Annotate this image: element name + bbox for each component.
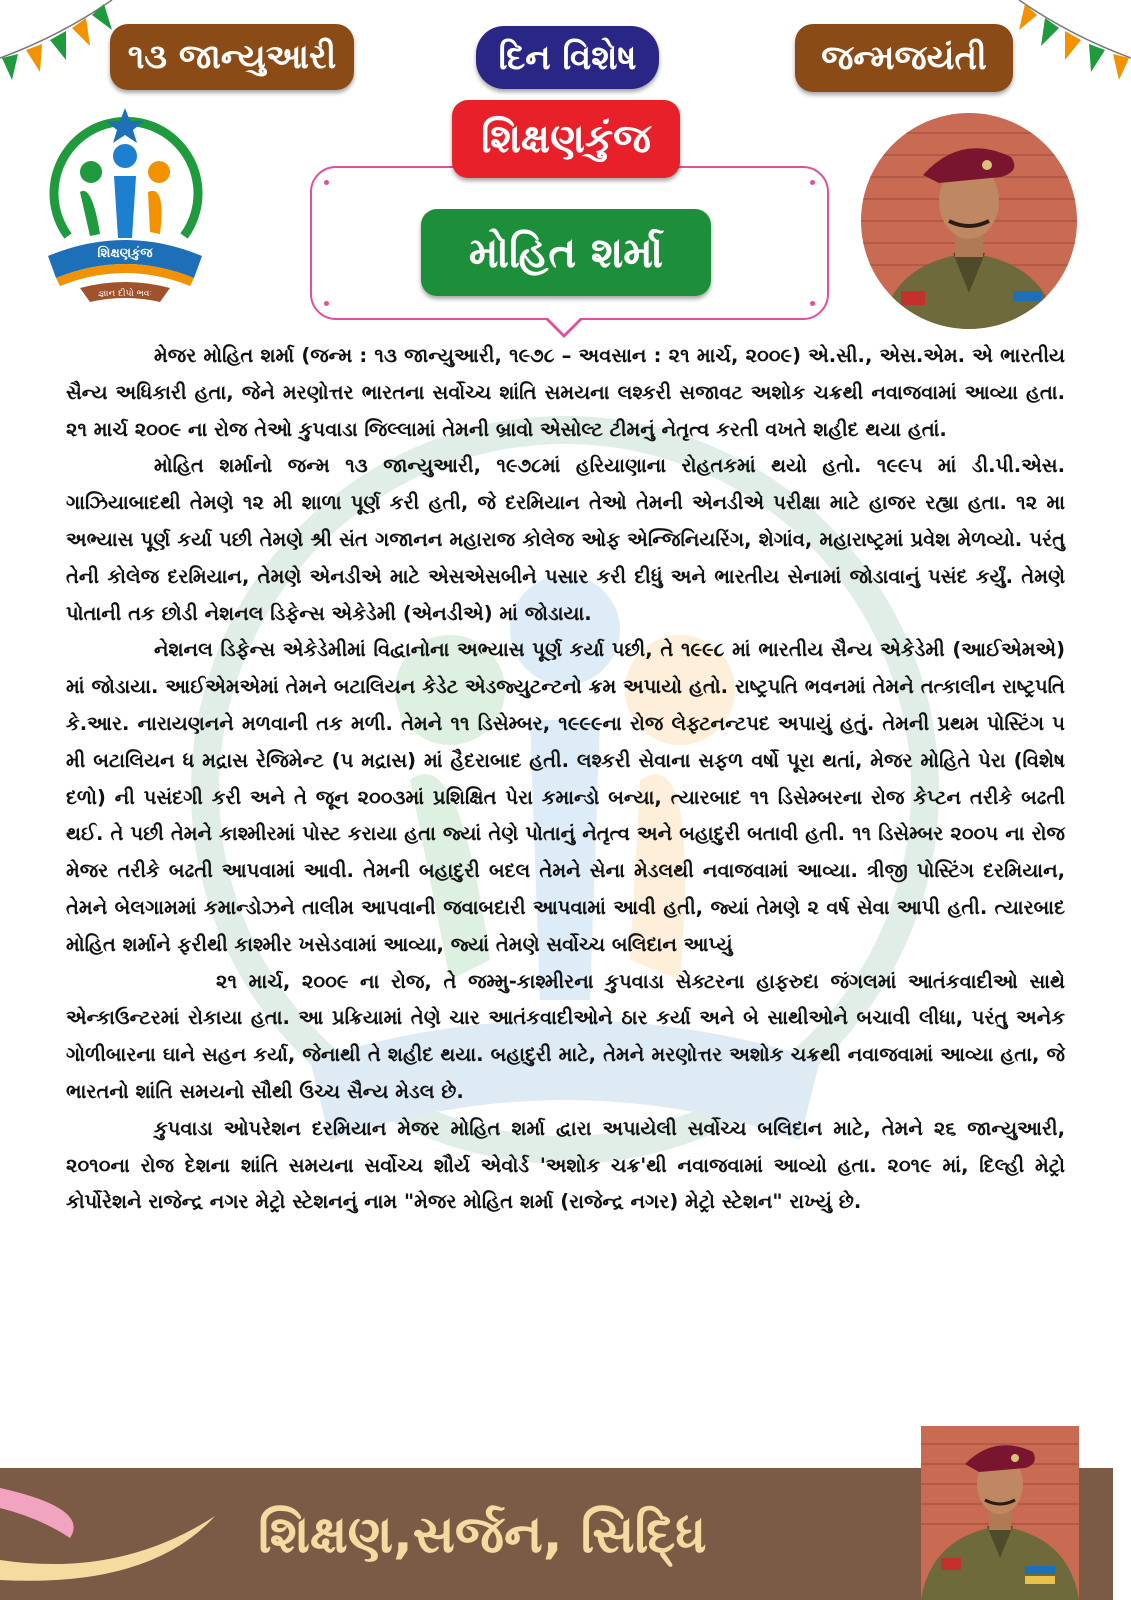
brand-title: શિક્ષણકુંજ <box>452 100 680 178</box>
date-badge: ૧૩ જાન્યુઆરી <box>110 24 354 90</box>
logo-tagline: જ્ઞાન દીપો ભવઃ <box>98 289 152 299</box>
article-paragraph: મેજર મોહિત શર્મા (જન્મ : ૧૩ જાન્યુઆરી, ૧૯૭૮ – અવસાન : ૨૧ માર્ચ, ૨૦૦૯) એ.સી., એસ.એમ. એ ભારતીય સૈન્ય અધિકારી હતા, જેને મરણોત્તર ભારતના સર્વોચ્ચ શાંતિ સમયના લશ્કરી સજાવટ અશોક ચક્રથી નવાજવામાં આવ્યા હતા. ૨૧ માર્ચ ૨૦૦૯ ના રોજ તેઓ કુપવાડા જિલ્લામાં તેમની બ્રાવો એસોલ્ટ ટીમનું નેતૃત્વ કરતી વખતે શહીદ થયા હતાં. <box>66 344 1065 441</box>
shikshankunj-logo <box>44 106 206 306</box>
footer-motto: શિક્ષણ,સર્જન, સિદ્ધિ <box>258 1504 707 1565</box>
footer-swoosh-decoration <box>0 1468 240 1600</box>
bunting-right-decoration <box>1001 0 1131 110</box>
article-paragraph: કુપવાડા ઓપરેશન દરમિયાન મેજર મોહિત શર્મા દ્વારા અપાયેલી સર્વોચ્ચ બલિદાન માટે, તેમને ૨૬ જાન્યુઆરી, ૨૦૧૦ના રોજ દેશના શાંતિ સમયના સર્વોચ્ચ શૌર્ય એવોર્ડ 'અશોક ચક્ર'થી નવાજવામાં આવ્યો હતા. ૨૦૧૯ માં, દિલ્હી મેટ્રો કોર્પોરેશને રાજેન્દ્ર નગર મેટ્રો સ્ટેશનનું નામ "મેજર મોહિત શર્મા (રાજેન્દ્ર નગર) મેટ્રો સ્ટેશન" રાખ્યું છે. <box>66 1116 1065 1214</box>
article-paragraph: નેશનલ ડિફેન્સ એકેડેમીમાં વિદ્વાનોના અભ્યાસ પૂર્ણ કર્યા પછી, તે ૧૯૯૮ માં ભારતીય સૈન્ય એકેડેમી (આઈએમએ) માં જોડાયા. આઈએમએમાં તેમને બટાલિયન કેડેટ એડજ્યુટન્ટનો ક્રમ અપાયો હતો. રાષ્ટ્રપતિ ભવનમાં તેમને તત્કાલીન રાષ્ટ્રપતિ કે.આર. નારાયણનને મળવાની તક મળી. તેમને ૧૧ ડિસેમ્બર, ૧૯૯૯ના રોજ લેફ્ટનન્ટપદ અપાયું હતું. તેમની પ્રથમ પોસ્ટિંગ ૫ મી બટાલિયન ધ મદ્રાસ રેજિમેન્ટ (૫ મદ્રાસ) માં હૈદરાબાદ હતી. લશ્કરી સેવાના સફળ વર્ષો પૂરા થતાં, મેજર મોહિતે પેરા (વિશેષ દળો) ની પસંદગી કરી અને તે જૂન ૨૦૦૩માં પ્રશિક્ષિત પેરા કમાન્ડો બન્યા, ત્યારબાદ ૧૧ ડિસેમ્બરના રોજ કેપ્ટન તરીકે બઢતી થઈ. તે પછી તેમને કાશ્મીરમાં પોસ્ટ કરાયા હતા જ્યાં તેણે પોતાનું નેતૃત્વ અને બહાદુરી બતાવી હતી. ૧૧ ડિસેમ્બર ૨૦૦૫ ના રોજ મેજર તરીકે બઢતી આપવામાં આવી. તેમની બહાદુરી બદલ તેમને સેના મેડલથી નવાજવામાં આવ્યા. ત્રીજી પોસ્ટિંગ દરમિયાન, તેમને બેલગામમાં કમાન્ડોઝને તાલીમ આપવાની જવાબદારી આપવામાં આવી હતી, જ્યાં તેમણે ૨ વર્ષ સેવા આપી હતી. ત્યારબાદ મોહિત શર્માને ફરીથી કાશ્મીર ખસેડવામાં આવ્યા, જ્યાં તેમણે સર્વોચ્ચ બલિદાન આપ્યું <box>66 638 1065 956</box>
birth-anniversary-badge: જન્મજયંતી <box>795 24 1013 92</box>
day-special-badge: દિન વિશેષ <box>476 26 659 89</box>
article-body <box>66 338 1065 1221</box>
person-name-title: મોહિત શર્મા <box>421 209 711 296</box>
portrait-photo <box>861 113 1077 329</box>
logo-banner-text: શિક્ષણકુંજ <box>97 246 153 261</box>
portrait-photo-small <box>921 1426 1079 1600</box>
article-paragraph: ૨૧ માર્ચ, ૨૦૦૯ ના રોજ, તે જમ્મુ-કાશ્મીરના કુપવાડા સેક્ટરના હાફરુદા જંગલમાં આતંકવાદીઓ સાથે એન્કાઉન્ટરમાં રોકાયા હતા. આ પ્રક્રિયામાં તેણે ચાર આતંકવાદીઓને ઠાર કર્યા અને બે સાથીઓને બચાવી લીધા, પરંતુ અનેક ગોળીબારના ઘાને સહન કર્યા, જેનાથી તે શહીદ થયા. બહાદુરી માટે, તેમને મરણોત્તર અશોક ચક્રથી નવાજવામાં આવ્યા હતા, જે ભારતનો શાંતિ સમયનો સૌથી ઉચ્ચ સૈન્ય મેડલ છે. <box>66 969 1065 1103</box>
article-paragraph: મોહિત શર્માનો જન્મ ૧૩ જાન્યુઆરી, ૧૯૭૮માં હરિયાણાના રોહતકમાં થયો હતો. ૧૯૯૫ માં ડી.પી.એસ. ગાઝિયાબાદથી તેમણે ૧૨ મી શાળા પૂર્ણ કરી હતી, જે દરમિયાન તેઓ તેમની એનડીએ પરીક્ષા માટે હાજર રહ્યા હતા. ૧૨ મા અભ્યાસ પૂર્ણ કર્યા પછી તેમણે શ્રી સંત ગજાનન મહારાજ કોલેજ ઓફ એન્જિનિયરિંગ, શેગાંવ, મહારાષ્ટ્રમાં પ્રવેશ મેળવ્યો. પરંતુ તેની કોલેજ દરમિયાન, તેમણે એનડીએ માટે એસએસબીને પસાર કરી દીધું અને ભારતીય સેનામાં જોડાવાનું પસંદ કર્યું. તેમણે પોતાની તક છોડી નેશનલ ડિફેન્સ એકેડેમી (એનડીએ) માં જોડાયા. <box>66 454 1065 625</box>
